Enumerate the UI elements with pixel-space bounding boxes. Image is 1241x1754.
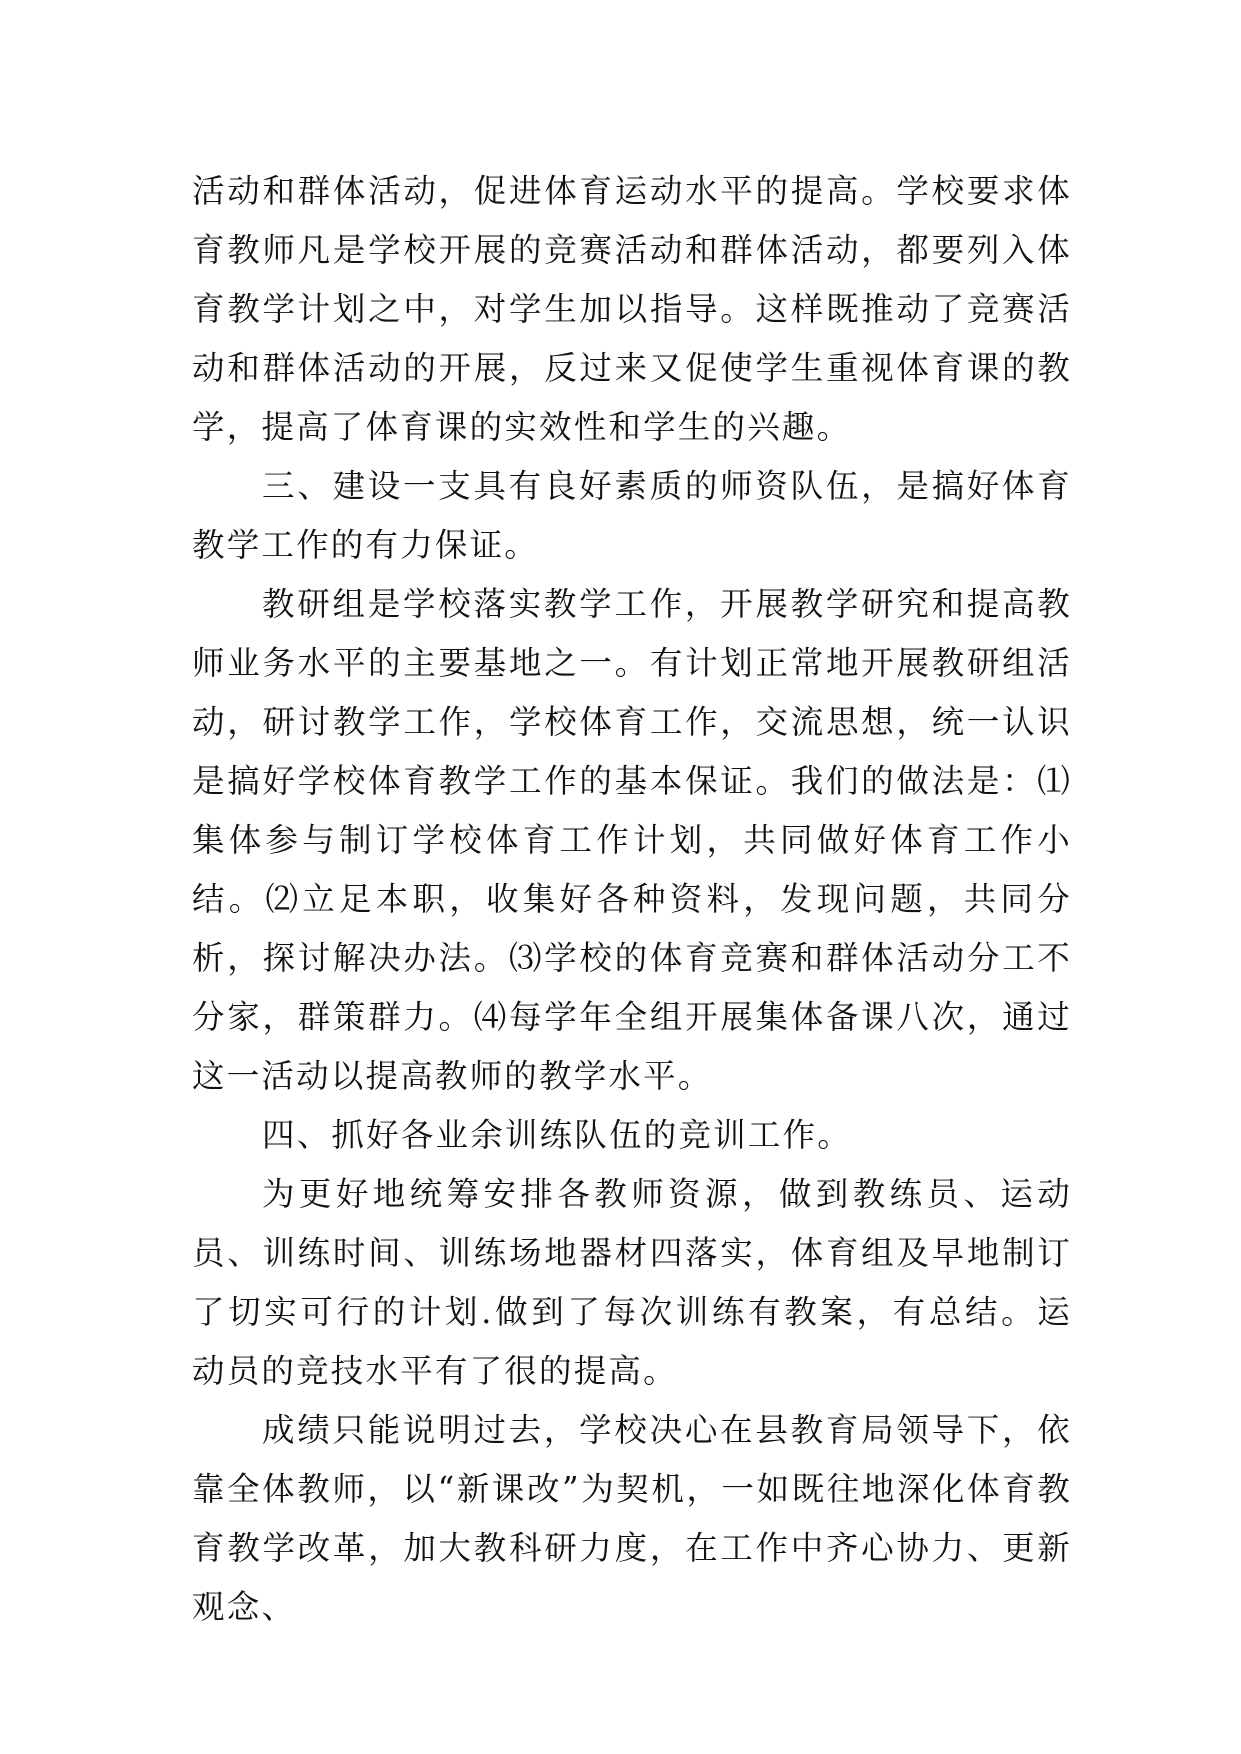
paragraph-conclusion: 成绩只能说明过去，学校决心在县教育局领导下，依靠全体教师，以“新课改”为契机，一如既往地深化体育教育教学改革，加大教科研力度，在工作中齐心协力、更新观念、 — [192, 1411, 1072, 1626]
paragraph-continuation: 活动和群体活动，促进体育运动水平的提高。学校要求体育教师凡是学校开展的竞赛活动和群体活动，都要列入体育教学计划之中，对学生加以指导。这样既推动了竞赛活动和群体活动的开展，反过来又促使学生重视体育课的教学，提高了体育课的实效性和学生的兴趣。 — [192, 172, 1072, 446]
section-heading-four: 四、抓好各业余训练队伍的竞训工作。 — [262, 1116, 852, 1154]
body-text — [192, 162, 1072, 1637]
paragraph-teaching-research: 教研组是学校落实教学工作，开展教学研究和提高教师业务水平的主要基地之一。有计划正常地开展教研组活动，研讨教学工作，学校体育工作，交流思想，统一认识是搞好学校体育教学工作的基本保证。我们的做法是：⑴集体参与制订学校体育工作计划，共同做好体育工作小结。⑵立足本职，收集好各种资料，发现问题，共同分析，探讨解决办法。⑶学校的体育竞赛和群体活动分工不分家，群策群力。⑷每学年全组开展集体备课八次，通过这一活动以提高教师的教学水平。 — [192, 585, 1072, 1095]
paragraph-training: 为更好地统筹安排各教师资源，做到教练员、运动员、训练时间、训练场地器材四落实，体育组及早地制订了切实可行的计划.做到了每次训练有教案，有总结。运动员的竞技水平有了很的提高。 — [192, 1175, 1072, 1390]
section-heading-three: 三、建设一支具有良好素质的师资队伍，是搞好体育教学工作的有力保证。 — [192, 467, 1072, 564]
